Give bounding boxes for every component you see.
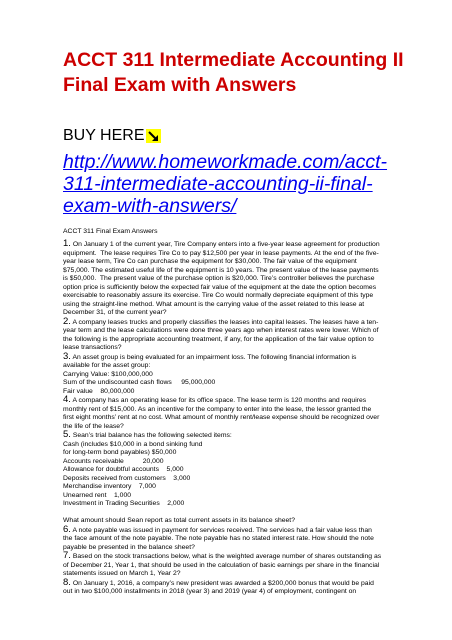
question-first-line	[63, 350, 425, 363]
question-text: Sean’s trial balance has the following selected items:	[70, 432, 232, 439]
question-first-line	[63, 576, 425, 589]
question-text-line: Merchandise inventory 7,000	[63, 483, 156, 490]
buy-here-label	[63, 127, 161, 145]
question-first-line	[63, 240, 425, 250]
question-number: 6.	[63, 523, 71, 535]
exam-subheading: ACCT 311 Final Exam Answers	[63, 228, 158, 235]
question-text-line: is $50,000. The present value of the purchase option is $20,000. Tire’s controller believes the purchase	[63, 275, 375, 282]
question-text-line: $75,000. The estimated useful life of the equipment is 10 years. The present value of the lease payments	[63, 266, 379, 274]
question-first-line	[63, 552, 425, 562]
question-item	[63, 431, 425, 526]
question-text-line: equipment. The lease requires Tire Co to pay $12,500 per year in lease payments. At the end of the five-	[63, 249, 379, 257]
question-text: A note payable was issued in payment for services received. The services had a fair value less than	[70, 526, 372, 534]
question-text-line: monthly rent of $15,000. As an incentive for the company to enter into the lease, the lessor granted the	[63, 405, 372, 413]
purchase-link[interactable]	[63, 151, 443, 217]
question-text-line	[63, 509, 425, 518]
question-text-line: Carrying Value: $100,000,000	[63, 370, 153, 378]
question-text-line: first eight months’ rent at no cost. What amount of monthly rent/lease expense should be recognized over	[63, 414, 380, 421]
question-text-line: lease transactions?	[63, 344, 122, 351]
question-text: A company leases trucks and properly classifies the leases into capital leases. The leases have a ten-	[70, 318, 379, 326]
question-text-line: available for the asset group:	[63, 362, 151, 369]
link-line[interactable]: exam-with-answers/	[63, 195, 237, 217]
question-text-line: year term and the lease calculations were done three years ago when interest rates were lower. Which of	[63, 327, 379, 334]
question-item	[63, 576, 425, 597]
question-text-line: Unearned rent 1,000	[63, 491, 132, 499]
question-text-line: payable be presented in the balance sheet?	[63, 543, 195, 551]
question-item	[63, 315, 425, 353]
question-item	[63, 396, 425, 431]
question-text-line: the life of the lease?	[63, 422, 124, 430]
question-item	[63, 350, 425, 397]
question-text-line: for long-term bond payables) $50,000	[63, 449, 177, 456]
question-first-line	[63, 523, 425, 536]
question-number: 4.	[63, 394, 71, 405]
question-first-line	[63, 431, 425, 441]
question-number: 2.	[63, 315, 71, 327]
question-number: 5.	[63, 429, 71, 440]
question-item	[63, 552, 425, 579]
link-line[interactable]: 311-intermediate-accounting-ii-final-	[63, 173, 373, 195]
question-number: 1.	[63, 238, 71, 249]
question-text-line: option price is sufficiently below the expected fair value of the equipment at the date the option becomes	[63, 283, 377, 291]
arrow-down-right-icon	[146, 129, 161, 143]
question-text-line: of December 21, Year 1, that should be used in the calculation of basic earnings per share in the financial	[63, 561, 380, 569]
question-text-line: year lease term, Tire Co can purchase the equipment for $30,000. The fair value of the equipment	[63, 258, 357, 265]
question-text: On January 1, 2016, a company’s new president was awarded a $200,000 bonus that would be paid	[70, 579, 374, 587]
question-text-line: the following is the appropriate accounting treatment, if any, for the application of the fair value option to	[63, 335, 374, 343]
question-item	[63, 240, 425, 318]
question-text: Based on the stock transactions below, what is the weighted average number of shares outstanding as	[70, 553, 382, 560]
question-text-line: What amount should Sean report as total current assets in its balance sheet?	[63, 517, 295, 524]
question-text-line: exercisable to reasonably assure its exercise. Tire Co would normally depreciate equipment of this type	[63, 292, 374, 299]
question-list	[63, 240, 425, 597]
question-number: 3.	[63, 350, 71, 362]
question-text-line: Accounts receivable 20,000	[63, 457, 164, 465]
question-text-line: December 31, of the current year?	[63, 309, 167, 316]
question-text: A company has an operating lease for its office space. The lease term is 120 months and requires	[70, 397, 367, 404]
question-text-line: using the straight-line method. What amount is the carrying value of the asset related to this lease at	[63, 300, 365, 308]
question-text-line: Investment in Trading Securities 2,000	[63, 500, 185, 507]
question-text-line: Deposits received from customers 3,000	[63, 474, 191, 482]
question-text-line: Sum of the undiscounted cash flows 95,000,000	[63, 379, 216, 386]
question-number: 8.	[63, 576, 71, 588]
question-text-line: out in two $100,000 installments in 2018 (year 3) and 2019 (year 4) of employment, contingent on	[63, 588, 357, 595]
page-title	[63, 48, 433, 98]
question-text: On January 1 of the current year, Tire Company enters into a five-year lease agreement for production	[70, 241, 380, 248]
question-text-line: the face amount of the note payable. The note payable has no stated interest rate. How should the note	[63, 535, 374, 542]
question-text-line: statements issued on March 1, Year 2?	[63, 570, 181, 577]
question-first-line	[63, 315, 425, 328]
question-first-line	[63, 396, 425, 406]
question-text-line: Allowance for doubtful accounts 5,000	[63, 466, 184, 473]
buy-here-text: BUY HERE	[63, 127, 145, 144]
title-line: Final Exam with Answers	[63, 74, 297, 96]
question-text: An asset group is being evaluated for an impairment loss. The following financial information is	[70, 353, 357, 361]
link-line[interactable]: http://www.homeworkmade.com/acct-	[63, 151, 388, 173]
question-text-line: Fair value 80,000,000	[63, 387, 135, 395]
question-number: 7.	[63, 550, 71, 561]
title-line: ACCT 311 Intermediate Accounting II	[63, 49, 404, 71]
question-item	[63, 523, 425, 553]
question-text-line: Cash (includes $10,000 in a bond sinking fund	[63, 440, 203, 448]
